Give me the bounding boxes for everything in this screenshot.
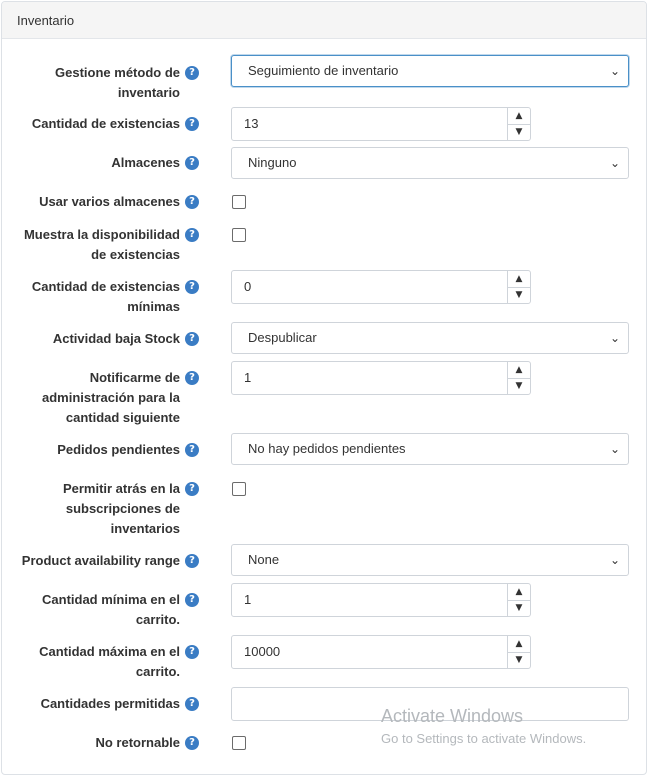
- spin-up-icon[interactable]: ▲: [508, 108, 530, 125]
- label-varios-almacenes: Usar varios almacenes: [39, 194, 180, 209]
- muestra-disponibilidad-checkbox[interactable]: [232, 228, 246, 242]
- panel-header: [2, 2, 646, 39]
- availability-range-select-value: None: [248, 552, 280, 567]
- cantidad-maxima-carrito-input[interactable]: [231, 635, 531, 669]
- windows-activation-watermark: [381, 705, 586, 749]
- spinner: [507, 108, 530, 140]
- spin-up-icon[interactable]: ▲: [508, 271, 530, 288]
- actividad-baja-select-value: Despublicar: [248, 330, 317, 345]
- varios-almacenes-checkbox[interactable]: [232, 195, 246, 209]
- chevron-down-icon: ⌄: [609, 156, 620, 170]
- availability-range-select[interactable]: [231, 544, 629, 576]
- help-icon[interactable]: ?: [185, 554, 199, 568]
- cantidad-minima-carrito-input[interactable]: [231, 583, 531, 617]
- help-icon[interactable]: ?: [185, 482, 199, 496]
- cantidad-existencias-input[interactable]: [231, 107, 531, 141]
- label-cantidades-permitidas: Cantidades permitidas: [40, 696, 180, 711]
- help-icon[interactable]: ?: [185, 66, 199, 80]
- help-icon[interactable]: ?: [185, 443, 199, 457]
- chevron-down-icon: ⌄: [609, 64, 620, 78]
- label-pedidos-pendientes: Pedidos pendientes: [57, 442, 180, 457]
- chevron-down-icon: ⌄: [609, 553, 620, 567]
- spin-down-icon[interactable]: ▼: [515, 290, 523, 300]
- notificarme-input[interactable]: [231, 361, 531, 395]
- help-icon[interactable]: ?: [185, 228, 199, 242]
- help-icon[interactable]: ?: [185, 156, 199, 170]
- help-icon[interactable]: ?: [185, 736, 199, 750]
- permitir-atras-checkbox[interactable]: [232, 482, 246, 496]
- cantidad-minima-carrito-value: 1: [244, 592, 252, 607]
- actividad-baja-select[interactable]: [231, 322, 629, 354]
- almacenes-select[interactable]: [231, 147, 629, 179]
- label-cantidad-maxima-carrito: Cantidad máxima en el carrito.: [39, 644, 180, 679]
- watermark-subtitle: Go to Settings to activate Windows.: [381, 731, 587, 746]
- label-cantidad-minima-carrito: Cantidad mínima en el carrito.: [42, 592, 180, 627]
- gestione-select[interactable]: [231, 55, 629, 87]
- help-icon[interactable]: ?: [185, 332, 199, 346]
- label-almacenes: Almacenes: [111, 155, 180, 170]
- help-icon[interactable]: ?: [185, 280, 199, 294]
- label-muestra-disponibilidad: Muestra la disponibilidad de existencias: [23, 227, 180, 262]
- spin-down-icon[interactable]: ▼: [515, 381, 523, 391]
- no-retornable-checkbox[interactable]: [232, 736, 246, 750]
- spinner: [507, 271, 530, 303]
- help-icon[interactable]: ?: [185, 371, 199, 385]
- label-availability-range: Product availability range: [21, 553, 180, 568]
- chevron-down-icon: ⌄: [609, 331, 620, 345]
- help-icon[interactable]: ?: [185, 645, 199, 659]
- label-cantidad-existencias: Cantidad de existencias: [31, 116, 180, 131]
- notificarme-value: 1: [244, 370, 252, 385]
- spinner: [507, 636, 530, 668]
- spin-down-icon[interactable]: ▼: [515, 603, 523, 613]
- spin-down-icon[interactable]: ▼: [515, 127, 523, 137]
- pedidos-pendientes-select-value: No hay pedidos pendientes: [248, 441, 406, 456]
- help-icon[interactable]: ?: [185, 117, 199, 131]
- label-actividad-baja: Actividad baja Stock: [52, 331, 180, 346]
- help-icon[interactable]: ?: [185, 697, 199, 711]
- spin-down-icon[interactable]: ▼: [515, 655, 523, 665]
- watermark-title: Activate Windows: [381, 706, 524, 726]
- cantidad-minimas-input[interactable]: [231, 270, 531, 304]
- spinner: [507, 584, 530, 616]
- cantidad-maxima-carrito-value: 10000: [244, 644, 281, 659]
- spin-up-icon[interactable]: ▲: [508, 584, 530, 601]
- almacenes-select-value: Ninguno: [248, 155, 297, 170]
- gestione-select-value: Seguimiento de inventario: [248, 63, 399, 78]
- chevron-down-icon: ⌄: [609, 442, 620, 456]
- spin-up-icon[interactable]: ▲: [508, 636, 530, 653]
- help-icon[interactable]: ?: [185, 593, 199, 607]
- spinner: [507, 362, 530, 394]
- spin-up-icon[interactable]: ▲: [508, 362, 530, 379]
- inventory-panel: [1, 1, 647, 775]
- label-no-retornable: No retornable: [95, 735, 180, 750]
- pedidos-pendientes-select[interactable]: [231, 433, 629, 465]
- cantidad-existencias-value: 13: [244, 116, 259, 131]
- help-icon[interactable]: ?: [185, 195, 199, 209]
- label-gestione: Gestione método de inventario: [55, 65, 180, 100]
- panel-title: Inventario: [17, 12, 75, 28]
- label-notificarme: Notificarme de administración para la cantidad siguiente: [42, 370, 180, 425]
- label-cantidad-minimas: Cantidad de existencias mínimas: [31, 279, 180, 314]
- label-permitir-atras: Permitir atrás en la subscripciones de inventarios: [62, 481, 180, 536]
- cantidad-minimas-value: 0: [244, 279, 252, 294]
